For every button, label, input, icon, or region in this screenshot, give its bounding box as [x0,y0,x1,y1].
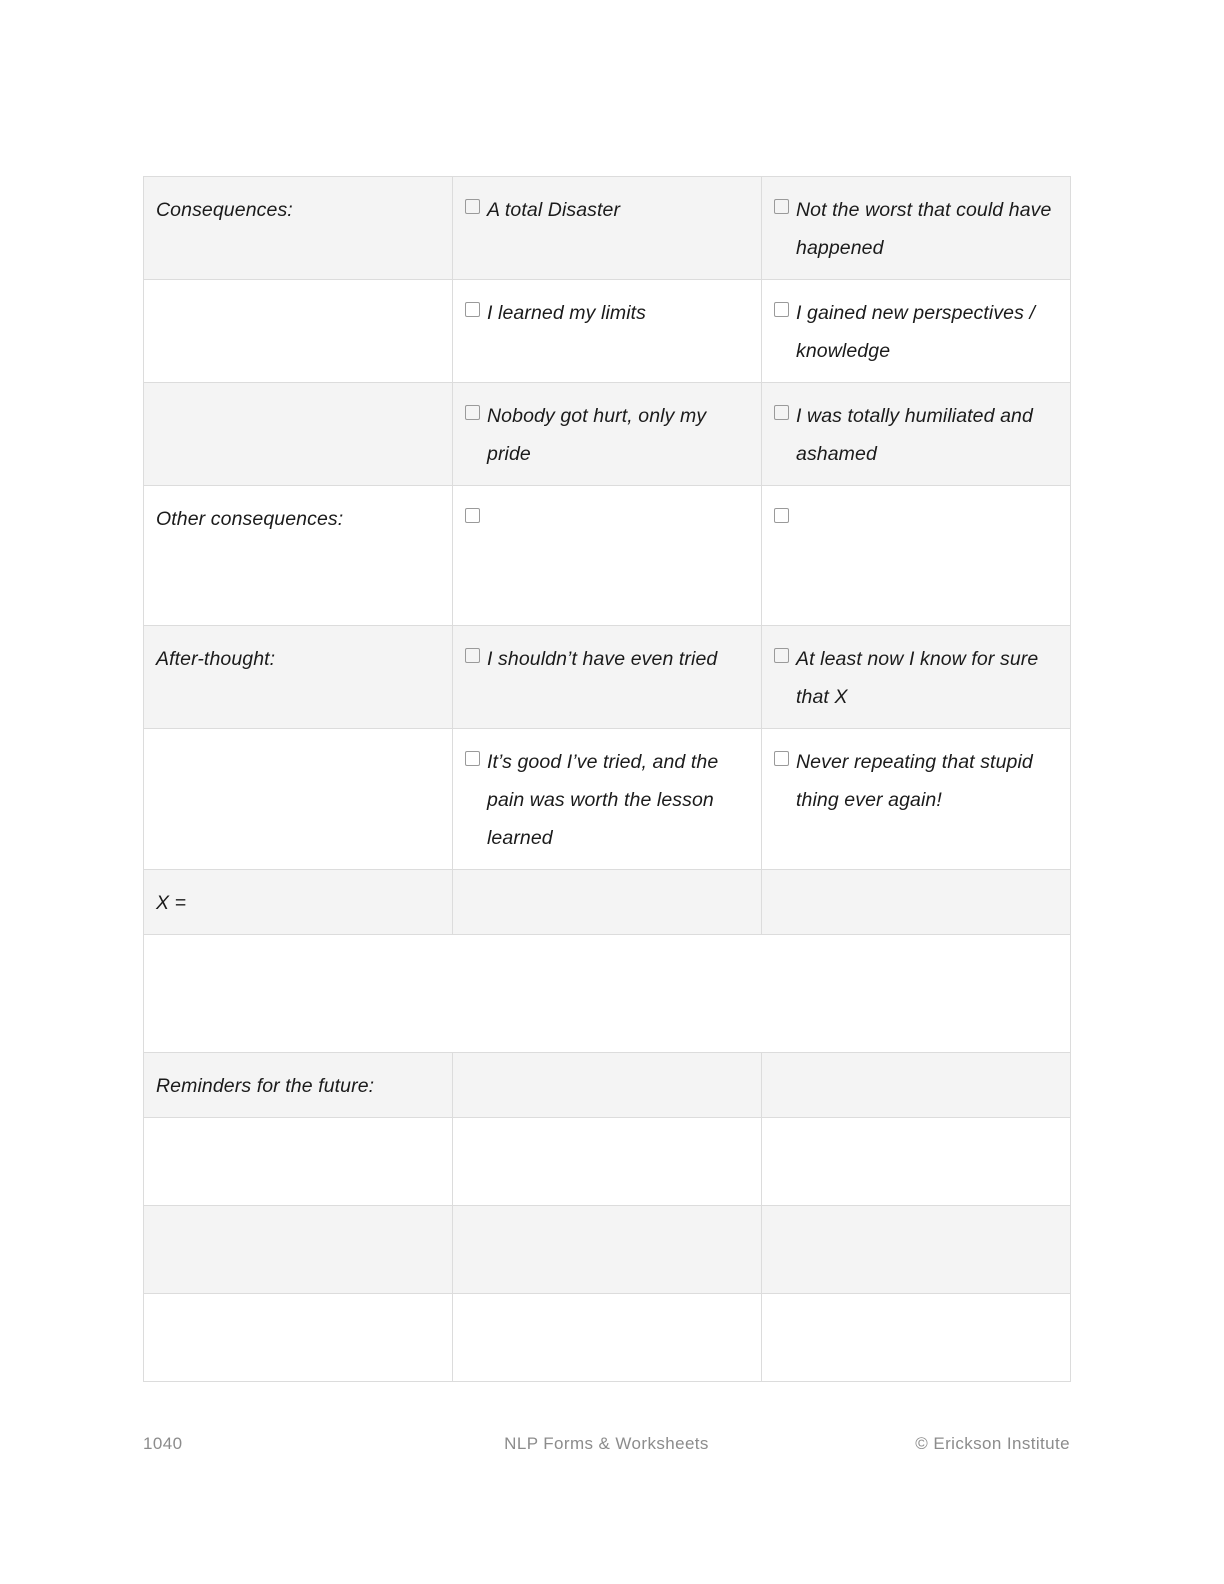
input-cell-right[interactable] [762,1294,1071,1382]
option-cell-middle[interactable] [453,486,762,626]
checkbox-icon[interactable] [465,751,480,766]
row-label-x-equals [144,870,453,935]
table-row [144,280,1071,383]
option-cell-middle[interactable] [453,383,762,486]
option-label: Nobody got hurt, only my pride [487,405,707,466]
option-cell-middle[interactable] [453,280,762,383]
row-label-consequences [144,177,453,280]
table-row [144,626,1071,729]
table-row [144,1118,1071,1206]
label-text: Consequences: [156,199,293,221]
option-cell-middle[interactable] [453,729,762,870]
footer-page-number: 1040 [143,1434,183,1453]
worksheet-table [143,176,1071,1382]
option-label: A total Disaster [487,199,621,221]
option-label: Never repeating that stupid thing ever again! [796,751,1033,812]
table-row [144,486,1071,626]
checkbox-icon[interactable] [465,302,480,317]
table-row [144,177,1071,280]
option-cell-right[interactable] [762,486,1071,626]
input-cell-middle[interactable] [453,870,762,935]
table-row [144,1206,1071,1294]
input-cell-label[interactable] [144,1294,453,1382]
option-cell-right[interactable] [762,383,1071,486]
label-text: Other consequences: [156,508,344,531]
input-cell-label[interactable] [144,1118,453,1206]
option-cell-right[interactable] [762,177,1071,280]
checkbox-icon[interactable] [774,302,789,317]
option-label: I shouldn’t have even tried [487,648,718,671]
label-text: Reminders for the future: [156,1075,375,1098]
input-cell-middle[interactable] [453,1294,762,1382]
option-label: I gained new perspectives / knowledge [796,302,1036,363]
footer-copyright: © Erickson Institute [915,1434,1070,1453]
table-row [144,935,1071,1053]
checkbox-icon[interactable] [465,648,480,663]
table-row [144,383,1071,486]
row-label-empty [144,729,453,870]
option-cell-right[interactable] [762,280,1071,383]
row-label-empty [144,280,453,383]
input-cell-right[interactable] [762,870,1071,935]
checkbox-icon[interactable] [465,199,480,214]
option-label: At least now I know for sure that X [796,648,1039,709]
row-label-after-thought [144,626,453,729]
option-label: I was totally humiliated and ashamed [796,405,1033,466]
checkbox-icon[interactable] [465,405,480,420]
label-text: After-thought: [156,648,276,671]
input-cell-middle[interactable] [453,1053,762,1118]
option-label: I learned my limits [487,302,647,325]
option-label: Not the worst that could have happened [796,199,1052,260]
input-cell-right[interactable] [762,1118,1071,1206]
x-answer-area[interactable] [144,935,1071,1053]
option-cell-middle[interactable] [453,626,762,729]
table-row [144,1053,1071,1118]
page-footer [143,1434,1070,1454]
checkbox-icon[interactable] [774,508,789,523]
checkbox-icon[interactable] [465,508,480,523]
option-label: It’s good I’ve tried, and the pain was worth the lesson learned [487,751,719,850]
table-row [144,870,1071,935]
table-row [144,729,1071,870]
input-cell-label[interactable] [144,1206,453,1294]
option-cell-right[interactable] [762,729,1071,870]
input-cell-right[interactable] [762,1053,1071,1118]
footer-title: NLP Forms & Worksheets [504,1434,709,1453]
option-cell-middle[interactable] [453,177,762,280]
checkbox-icon[interactable] [774,405,789,420]
option-cell-right[interactable] [762,626,1071,729]
checkbox-icon[interactable] [774,751,789,766]
row-label-reminders [144,1053,453,1118]
input-cell-middle[interactable] [453,1206,762,1294]
row-label-other-consequences [144,486,453,626]
row-label-empty [144,383,453,486]
input-cell-middle[interactable] [453,1118,762,1206]
label-text: X = [156,892,187,915]
input-cell-right[interactable] [762,1206,1071,1294]
checkbox-icon[interactable] [774,648,789,663]
table-row [144,1294,1071,1382]
checkbox-icon[interactable] [774,199,789,214]
